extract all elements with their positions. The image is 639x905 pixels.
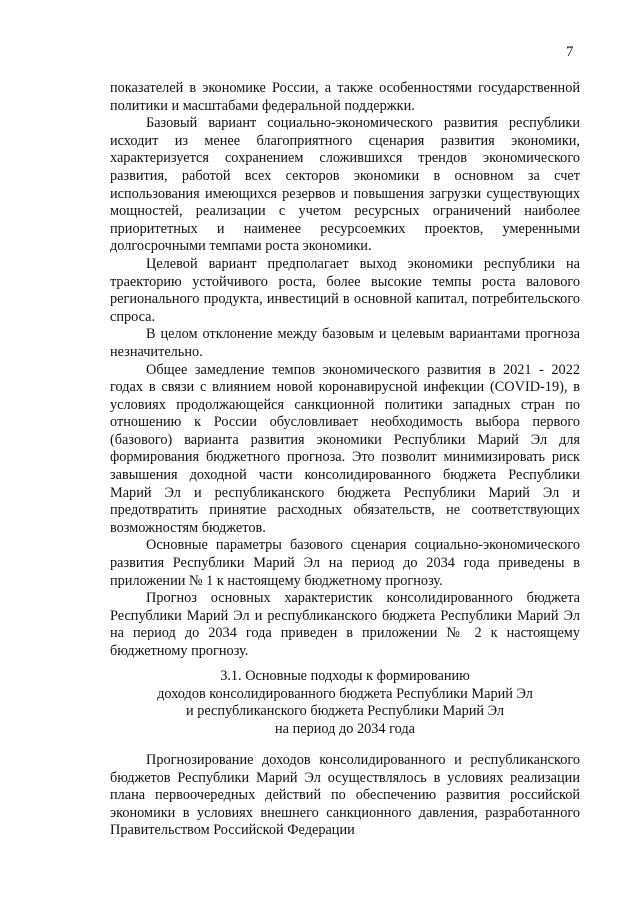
paragraph: В целом отклонение между базовым и целевым вариантами прогноза незначительно. bbox=[110, 326, 580, 360]
paragraph: Общее замедление темпов экономического развития в 2021 - 2022 годах в связи с влиянием новой коронавирусной инфекции (COVID-19), в условиях продолжающейся санкционной политики западных стран по отношению к России обусловливает необходимость выбора первого (базового) варианта развития экономики Республики Марий Эл для формирования бюджетного прогноза. Это позволит минимизировать риск завышения доходной части консолидированного бюджета Республики Марий Эл и республиканского бюджета Республики Марий Эл и предотвратить принятие расходных обязательств, не соответствующих возможностям бюджетов. bbox=[110, 361, 580, 536]
body-text bbox=[110, 80, 580, 661]
closing-text bbox=[110, 752, 580, 840]
paragraph: Целевой вариант предполагает выход экономики республики на траекторию устойчивого роста, более высокие темпы роста валового регионального продукта, инвестиций в основной капитал, потребительского спроса. bbox=[110, 255, 580, 325]
paragraph: Основные параметры базового сценария социально-экономического развития Республики Марий Эл на период до 2034 года приведены в приложении № 1 к настоящему бюджетному прогнозу. bbox=[110, 537, 580, 589]
paragraph: Прогноз основных характеристик консолидированного бюджета Республики Марий Эл и республиканского бюджета Республики Марий Эл на период до 2034 года приведен в приложении № 2 к настоящему бюджетному прогнозу. bbox=[110, 590, 580, 659]
section-heading-line: и республиканского бюджета Республики Марий Эл bbox=[185, 703, 505, 720]
section-heading-line: доходов консолидированного бюджета Республики Марий Эл bbox=[157, 685, 533, 702]
paragraph: Прогнозирование доходов консолидированного и республиканского бюджетов Республики Марий Эл осуществлялось в условиях реализации плана первоочередных действий по обеспечению развития российской экономики в условиях внешнего санкционного давления, разработанного Правительством Российской Федерации bbox=[110, 752, 580, 839]
section-heading-line: 3.1. Основные подходы к формированию bbox=[220, 668, 470, 684]
section-heading-line: на период до 2034 года bbox=[275, 720, 415, 737]
paragraph: Базовый вариант социально-экономического развития республики исходит из менее благоприятного сценария развития экономики, характеризуется сохранением сложившихся трендов экономического развития, работой всех секторов экономики в основном за счет использования имеющихся резервов и повышения загрузки существующих мощностей, реализации с учетом ресурсных ограничений наиболее приоритетных и наименее ресурсоемких проектов, умеренными долгосрочными темпами роста экономики. bbox=[110, 115, 580, 255]
section-heading bbox=[110, 668, 580, 738]
page-number: 7 bbox=[566, 44, 574, 60]
paragraph: показателей в экономике России, а также особенностями государственной политики и масштабами федеральной поддержки. bbox=[110, 80, 580, 114]
